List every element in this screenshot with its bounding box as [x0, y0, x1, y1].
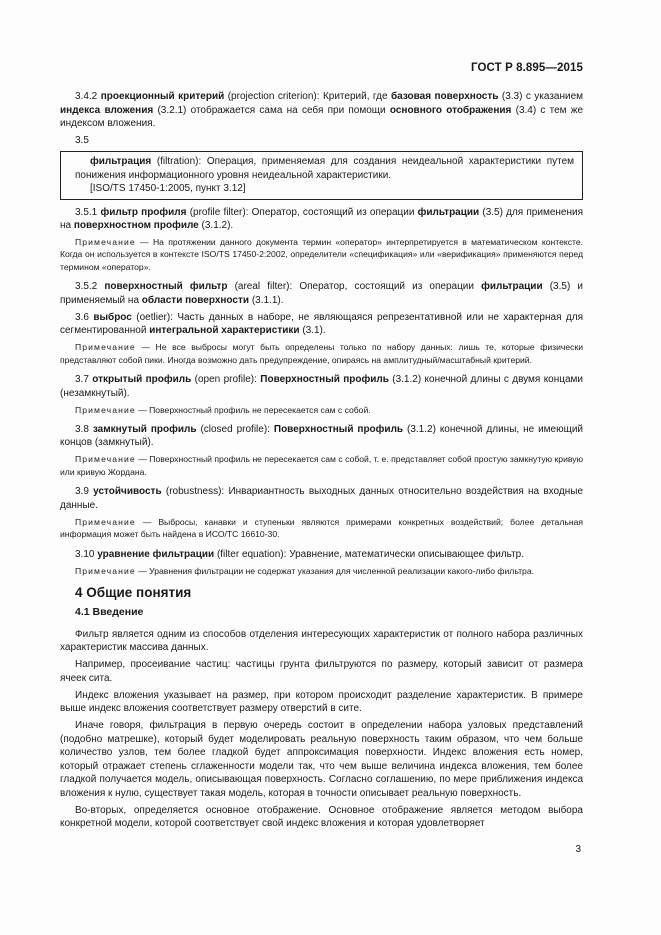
- term-3-4-2: 3.4.2 проекционный критерий (projection criterion): Критерий, где базовая поверхность (3.3) с указанием индекса вложения (3.2.1) отображается сама на себя при помощи основного отображения (3.4) с тем же индексом вложения.: [60, 91, 584, 129]
- page-content: [60, 90, 583, 834]
- definition-text: фильтрация (filtration): Операция, применяемая для создания неидеальной характеристики путем понижения информационного уровня неидеальной характеристики.: [75, 156, 575, 181]
- definition-box-filtration: [60, 151, 583, 200]
- note: Примечание — Поверхностный профиль не пересекается сам с собой, т. е. представляет собой простую замкнутую кривую или кривую Жордана.: [60, 454, 584, 477]
- term-3-6: 3.6 выброс (oetlier): Часть данных в наборе, не являющаяся репрезентативной или не характерная для сегментированной интегральной характеристики (3.1).: [60, 311, 584, 337]
- standard-header: ГОСТ Р 8.895—2015: [471, 62, 583, 74]
- note: Примечание — Не все выбросы могут быть определены только по набору данных: лишь те, которые физически представляют собой пики. Иногда возможно дать предупреждение, опираясь на амплитудный/масштабный критерий.: [60, 342, 584, 365]
- body-paragraph: Во-вторых, определяется основное отображение. Основное отображение является методом выбора конкретной модели, которой соответствует свой индекс вложения и которая удовлетворяет: [60, 804, 583, 830]
- body-paragraph: Иначе говоря, фильтрация в первую очередь состоит в определении набора узловых представлений (подобно матрешке), который будет моделировать реальную поверхность таким образом, что чем больше количество узлов, тем более гладкой будет аппроксимация поверхности. Индекс вложения есть номер, который отражает степень сглаженности модели так, что чем выше величина индекса вложения, тем более гладкой получается модель, описывающая поверхность. Согласно соглашению, по мере приближения индекса вложения к нулю, существует такая модель, которая в точности описывает реальную поверхность.: [60, 720, 583, 799]
- term-3-5-number: 3.5: [75, 135, 89, 146]
- note: Примечание — Выбросы, канавки и ступеньки являются примерами конкретных воздействий; более детальная информация может быть найдена в ИСО/ТС 16610-30.: [60, 516, 584, 540]
- body-paragraph: Фильтр является одним из способов отделения интересующих характеристик от полного набора различных характеристик массива данных.: [60, 628, 583, 654]
- term-3-8: 3.8 замкнутый профиль (closed profile): Поверхностный профиль (3.1.2) конечной длины, не имеющий концов (замкнутый).: [60, 423, 584, 449]
- note: Примечание — Поверхностный профиль не пересекается сам с собой.: [75, 404, 371, 415]
- page-number: 3: [575, 844, 581, 855]
- term-3-5-1: 3.5.1 фильтр профиля (profile filter): Оператор, состоящий из операции фильтрации (3.5) для применения на поверхностном профиле (3.1.2).: [60, 206, 583, 231]
- definition-reference: [ISO/TS 17450-1:2005, пункт 3.12]: [90, 183, 246, 194]
- subsection-heading-4-1: 4.1 Введение: [75, 606, 144, 619]
- body-paragraph: Например, просеивание частиц: частицы грунта фильтруются по размеру, который зависит от размера ячеек сита.: [60, 659, 583, 684]
- term-3-10: 3.10 уравнение фильтрации (filter equation): Уравнение, математически описывающее фильтр.: [75, 548, 525, 560]
- note: Примечание — Уравнения фильтрации не содержат указания для численной реализации какого-либо фильтра.: [75, 565, 535, 576]
- term-3-7: 3.7 открытый профиль (open profile): Поверхностный профиль (3.1.2) конечной длины с двумя концами (незамкнутый).: [60, 374, 584, 399]
- body-paragraph: Индекс вложения указывает на размер, при котором происходит разделение характеристик. В примере выше индекс вложения соответствует размеру отверстий в сите.: [60, 689, 583, 715]
- section-heading-4: 4 Общие понятия: [75, 584, 192, 600]
- note: Примечание — На протяжении данного документа термин «оператор» интерпретируется в математическом контексте. Когда он используется в контексте ISO/TS 17450-2:2002, определители «спецификация» или «верификация» применяются перед термином «оператор».: [60, 237, 584, 272]
- term-3-9: 3.9 устойчивость (robustness): Инвариантность выходных данных относительно воздействия на входные данные.: [60, 486, 584, 511]
- term-3-5-2: 3.5.2 поверхностный фильтр (areal filter): Оператор, состоящий из операции фильтрации (3.5) и применяемый на области поверхности (3.1.1).: [60, 281, 583, 306]
